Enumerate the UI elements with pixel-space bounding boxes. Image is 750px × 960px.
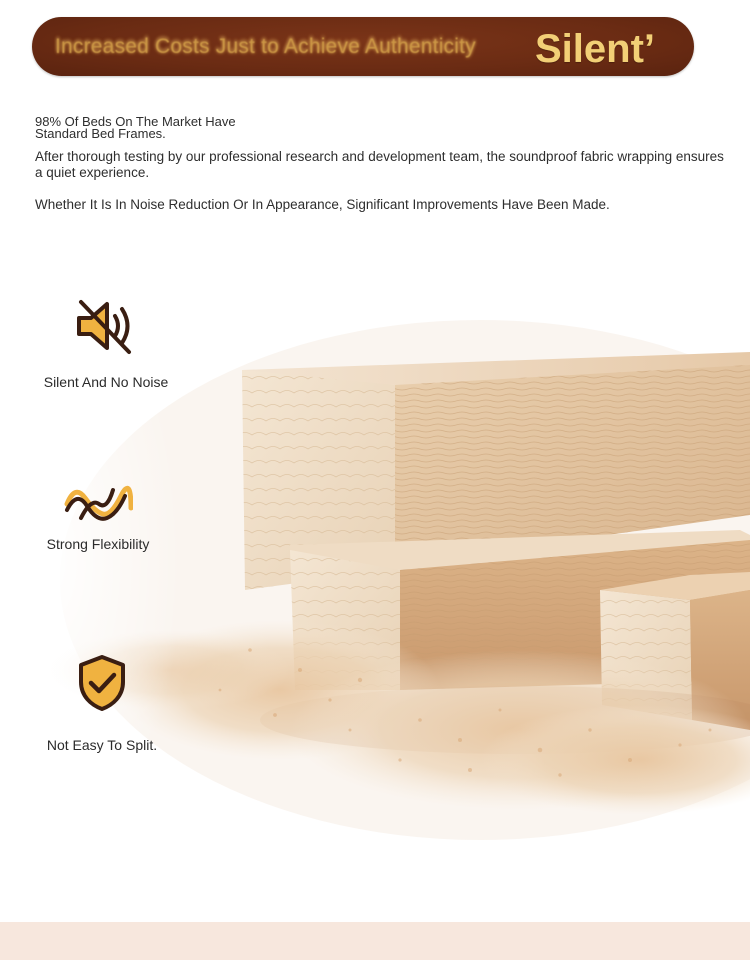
feature-durability	[2, 654, 202, 753]
intro-emphasis: Whether It Is In Noise Reduction Or In Appearance, Significant Improvements Have Been Made.	[35, 197, 610, 212]
intro-paragraph: After thorough testing by our professional research and development team, the soundproof fabric wrapping ensures a quiet experience.	[35, 149, 724, 180]
feature-flexibility	[0, 484, 198, 552]
header-banner	[32, 17, 694, 76]
wave-icon	[63, 484, 133, 524]
feature-label-silent: Silent And No Noise	[43, 374, 169, 390]
banner-subtitle: Increased Costs Just to Achieve Authenticity	[55, 35, 476, 58]
intro-line-2: Standard Bed Frames.	[35, 126, 166, 141]
intro-text	[35, 116, 725, 213]
bottom-band	[0, 922, 750, 960]
speaker-muted-icon	[75, 296, 137, 356]
feature-label-durability: Not Easy To Split.	[46, 737, 158, 753]
shield-check-icon	[77, 654, 127, 712]
feature-label-flexibility: Strong Flexibility	[46, 536, 150, 552]
feature-silent	[6, 296, 206, 390]
intro-line-1: 98% Of Beds On The Market Have	[35, 114, 236, 129]
banner-title: Silent’	[535, 27, 656, 71]
